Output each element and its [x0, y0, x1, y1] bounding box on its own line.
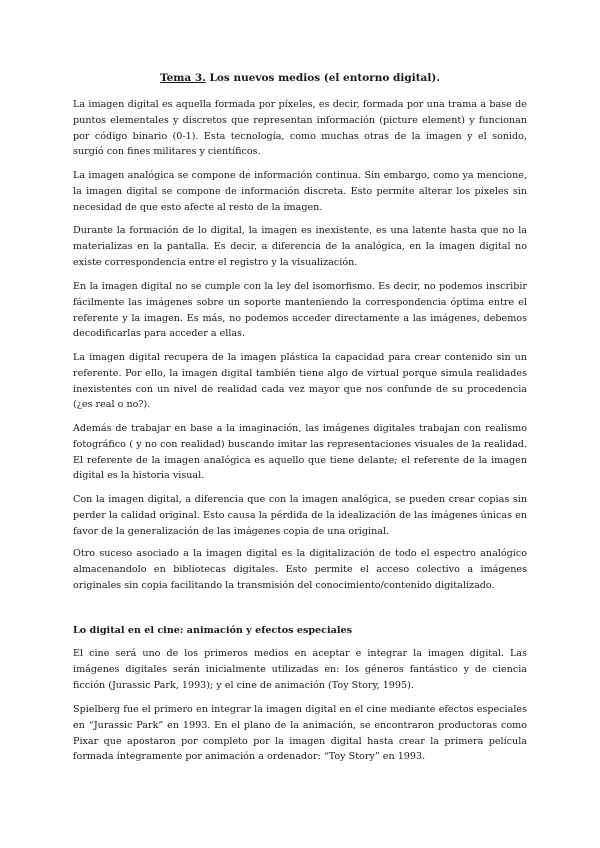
page-title — [73, 72, 527, 84]
paragraph-4: En la imagen digital no se cumple con la ley del isomorfismo. Es decir, no podemos inscribir fácilmente las imágenes sobre un soporte manteniendo la correspondencia óptima entre el referente y la imagen. Es más, no podemos acceder directamente a las imágenes, debemos decodificarlas para acceder a ellas. — [73, 281, 527, 340]
paragraph-7: Con la imagen digital, a diferencia que con la imagen analógica, se pueden crear copias sin perder la calidad original. Esto causa la pérdida de la idealización de las imágenes únicas en favor de la generalización de las imágenes copia de una original. — [73, 494, 527, 537]
section-paragraph-2: Spielberg fue el primero en integrar la imagen digital en el cine mediante efectos especiales en “Jurassic Park” en 1993. En el plano de la animación, se encontraron productoras como Pixar que apostaron por completo por la imagen digital hasta crear la primera película formada íntegramente por animación a ordenador: “Toy Story” en 1993. — [73, 704, 527, 763]
paragraph-3: Durante la formación de lo digital, la imagen es inexistente, es una latente hasta que no la materializas en la pantalla. Es decir, a diferencia de la analógica, en la imagen digital no existe correspondencia entre el registro y la visualización. — [73, 225, 527, 268]
title-prefix: Tema 3. — [160, 72, 206, 84]
paragraph-1: La imagen digital es aquella formada por píxeles, es decir, formada por una trama a base de puntos elementales y discretos que representan información (picture element) y funcionan por código binario (0-1). Esta tecnología, como muchas otras de la imagen y el sonido, surgió con fines militares y científicos. — [73, 99, 527, 158]
title-rest: Los nuevos medios (el entorno digital). — [205, 72, 440, 84]
paragraph-2: La imagen analógica se compone de información continua. Sin embargo, como ya mencione, la imagen digital se compone de información discreta. Esto permite alterar los píxeles sin necesidad de que esto afecte al resto de la imagen. — [73, 170, 527, 213]
paragraph-6: Además de trabajar en base a la imaginación, las imágenes digitales trabajan con realismo fotográfico ( y no con realidad) buscando imitar las representaciones visuales de la realidad. El referente de la imagen analógica es aquello que tiene delante; el referente de la imagen digital es la historia visual. — [73, 423, 527, 482]
paragraph-8: Otro suceso asociado a la imagen digital es la digitalización de todo el espectro analógico almacenandolo en bibliotecas digitales. Esto permite el acceso colectivo a imágenes originales sin copia facilitando la transmisión del conocimiento/contenido digitalizado. — [73, 548, 527, 591]
paragraph-5: La imagen digital recupera de la imagen plástica la capacidad para crear contenido sin un referente. Por ello, la imagen digital también tiene algo de virtual porque simula realidades inexistentes con un nivel de realidad cada vez mayor que nos confunde de su procedencia (¿es real o no?). — [73, 352, 527, 411]
section-heading: Lo digital en el cine: animación y efectos especiales — [73, 625, 353, 636]
section-paragraph-1: El cine será uno de los primeros medios en aceptar e integrar la imagen digital. Las imágenes digitales serán inicialmente utilizadas en: los géneros fantástico y de ciencia ficción (Jurassic Park, 1993); y el cine de animación (Toy Story, 1995). — [73, 648, 527, 691]
